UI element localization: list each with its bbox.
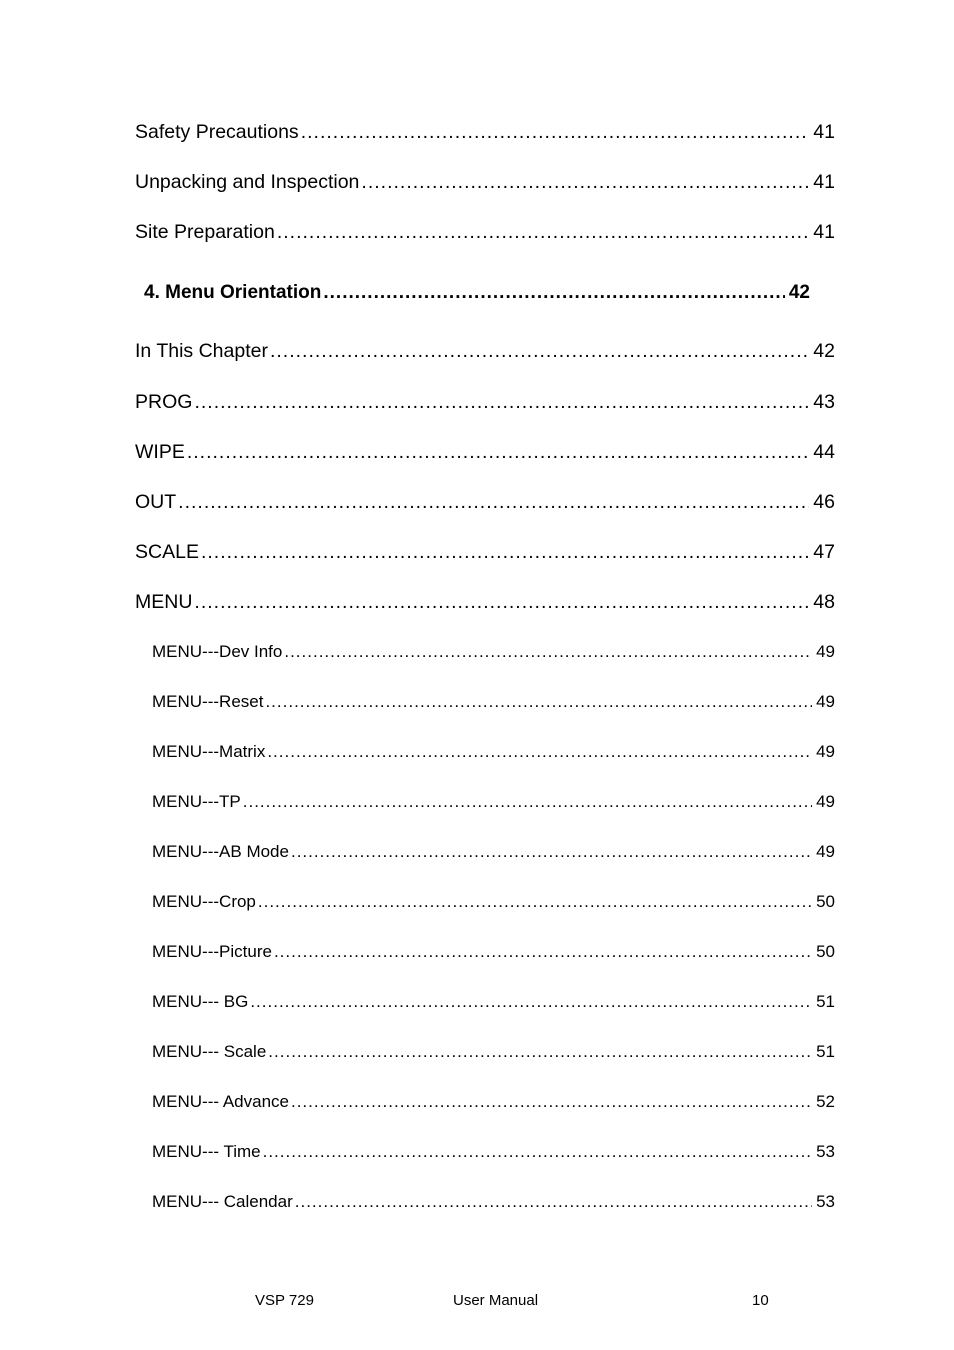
- dot-leader: [361, 171, 809, 194]
- dot-leader: [250, 992, 812, 1012]
- toc-subentry[interactable]: [152, 792, 835, 812]
- toc-entry[interactable]: [135, 591, 835, 614]
- toc-subentry-page: 49: [816, 792, 835, 811]
- toc-entry-title: OUT: [135, 491, 177, 513]
- toc-subentry[interactable]: [152, 742, 835, 762]
- toc-subentry[interactable]: [152, 1192, 835, 1212]
- dot-leader: [301, 121, 810, 144]
- toc-entry-title: SCALE: [135, 541, 199, 563]
- toc-entry[interactable]: [135, 340, 835, 363]
- toc-entry-page: 43: [813, 391, 835, 413]
- toc-subentry-page: 53: [816, 1192, 835, 1211]
- dot-leader: [291, 842, 812, 862]
- toc-subentry[interactable]: [152, 692, 835, 712]
- toc-subentry-title: MENU--- Calendar: [152, 1192, 293, 1211]
- toc-entry-page: 41: [813, 221, 835, 243]
- footer-page-number: 10: [752, 1292, 769, 1309]
- toc-subentry[interactable]: [152, 1042, 835, 1062]
- toc-subentry-page: 49: [816, 692, 835, 711]
- dot-leader: [274, 942, 812, 962]
- toc-subentry-page: 51: [816, 992, 835, 1011]
- toc-subentry-title: MENU---Matrix: [152, 742, 266, 761]
- dot-leader: [243, 792, 812, 812]
- toc-subentry-title: MENU--- BG: [152, 992, 249, 1011]
- toc-entry-title: MENU: [135, 591, 193, 613]
- toc-subentry[interactable]: [152, 892, 835, 912]
- toc-subentry-title: MENU---Crop: [152, 892, 256, 911]
- toc-subentry-title: MENU--- Advance: [152, 1092, 289, 1111]
- toc-chapter-title: 4. Menu Orientation: [144, 282, 322, 303]
- dot-leader: [270, 340, 809, 363]
- toc-subentry-title: MENU--- Time: [152, 1142, 261, 1161]
- toc-chapter-page: 42: [788, 282, 810, 303]
- toc-subentry[interactable]: [152, 942, 835, 962]
- toc-subentry-title: MENU---Reset: [152, 692, 264, 711]
- toc-entry[interactable]: [135, 541, 835, 564]
- dot-leader: [284, 642, 812, 662]
- toc-entry-title: In This Chapter: [135, 340, 268, 362]
- toc-entry[interactable]: [135, 171, 835, 194]
- toc-entry[interactable]: [135, 121, 835, 144]
- toc-subentry[interactable]: [152, 1142, 835, 1162]
- toc-subentry-page: 49: [816, 842, 835, 861]
- toc-subentry-page: 50: [816, 942, 835, 961]
- toc-subentry-page: 49: [816, 742, 835, 761]
- toc-subentry-title: MENU---TP: [152, 792, 241, 811]
- dot-leader: [258, 892, 812, 912]
- toc-entry[interactable]: [135, 221, 835, 244]
- toc-subentry-title: MENU--- Scale: [152, 1042, 267, 1061]
- toc-entry-title: WIPE: [135, 441, 185, 463]
- dot-leader: [323, 282, 785, 304]
- dot-leader: [201, 541, 809, 564]
- toc-subentry-page: 52: [816, 1092, 835, 1111]
- toc-subentry[interactable]: [152, 842, 835, 862]
- toc-entry-page: 47: [813, 541, 835, 563]
- toc-subentry-page: 49: [816, 642, 835, 661]
- toc-entry-title: Site Preparation: [135, 221, 275, 243]
- toc-entry-page: 41: [813, 171, 835, 193]
- toc-entry[interactable]: [135, 391, 835, 414]
- dot-leader: [265, 692, 812, 712]
- toc-subentry[interactable]: [152, 642, 835, 662]
- dot-leader: [291, 1092, 812, 1112]
- dot-leader: [277, 221, 809, 244]
- toc-subentry-title: MENU---Dev Info: [152, 642, 283, 661]
- dot-leader: [178, 491, 809, 514]
- toc-subentry[interactable]: [152, 1092, 835, 1112]
- toc-subentry-page: 51: [816, 1042, 835, 1061]
- dot-leader: [263, 1142, 812, 1162]
- toc-entry-title: Unpacking and Inspection: [135, 171, 360, 193]
- toc-entry-title: Safety Precautions: [135, 121, 299, 143]
- toc-entry-page: 48: [813, 591, 835, 613]
- dot-leader: [295, 1192, 812, 1212]
- footer-product-name: VSP 729: [255, 1292, 314, 1309]
- toc-entry-page: 42: [813, 340, 835, 362]
- footer-document-name: User Manual: [453, 1292, 539, 1309]
- toc-entry[interactable]: [135, 441, 835, 464]
- toc-entry-page: 46: [813, 491, 835, 513]
- toc-entry-page: 41: [813, 121, 835, 143]
- toc-subentry-page: 53: [816, 1142, 835, 1161]
- toc-chapter-entry[interactable]: [144, 282, 810, 304]
- toc-subentry-page: 50: [816, 892, 835, 911]
- toc-subentry[interactable]: [152, 992, 835, 1012]
- dot-leader: [267, 742, 812, 762]
- dot-leader: [187, 441, 809, 464]
- toc-entry-title: PROG: [135, 391, 193, 413]
- dot-leader: [268, 1042, 812, 1062]
- toc-subentry-title: MENU---Picture: [152, 942, 272, 961]
- toc-entry[interactable]: [135, 491, 835, 514]
- toc-subentry-title: MENU---AB Mode: [152, 842, 289, 861]
- dot-leader: [194, 591, 809, 614]
- toc-entry-page: 44: [813, 441, 835, 463]
- dot-leader: [194, 391, 809, 414]
